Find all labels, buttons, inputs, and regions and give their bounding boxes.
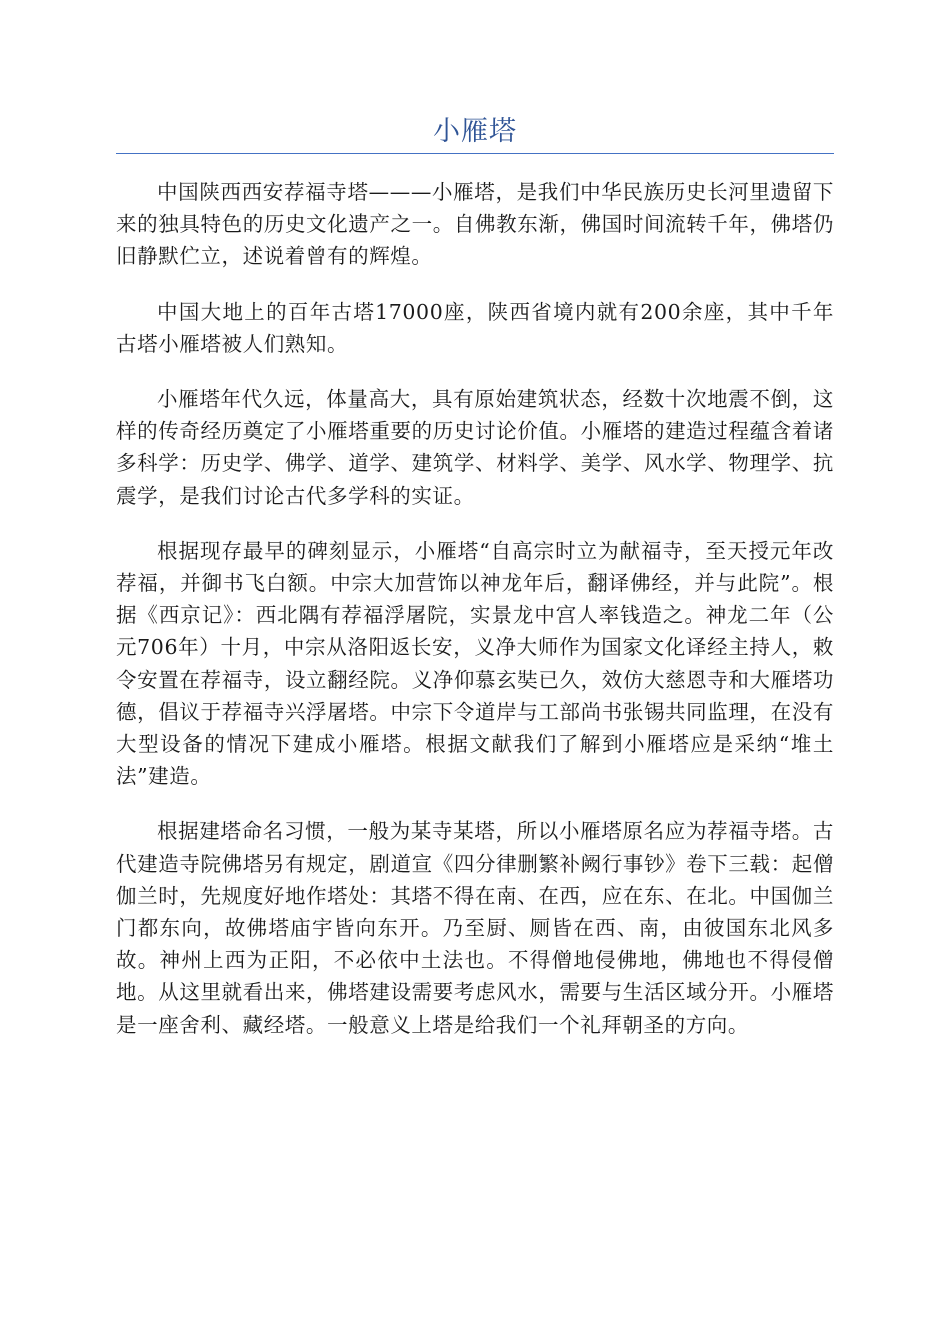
paragraph-1: 中国陕西西安荐福寺塔———小雁塔，是我们中华民族历史长河里遗留下来的独具特色的历史文化遗产之一。自佛教东渐，佛国时间流转千年，佛塔仍旧静默伫立，述说着曾有的辉煌。 — [116, 180, 834, 269]
page-title: 小雁塔 — [433, 116, 517, 147]
paragraph-2: 中国大地上的百年古塔17000座，陕西省境内就有200余座，其中千年古塔小雁塔被人们熟知。 — [116, 299, 834, 356]
title-underline — [116, 153, 834, 154]
paragraph-5: 根据建塔命名习惯，一般为某寺某塔，所以小雁塔原名应为荐福寺塔。古代建造寺院佛塔另有规定，剧道宣《四分律删繁补阙行事钞》卷下三载：起僧伽兰时，先规度好地作塔处：其塔不得在南、在西，应在东、在北。中国伽兰门都东向，故佛塔庙宇皆向东开。乃至厨、厕皆在西、南，由彼国东北风多故。神州上西为正阳，不必依中土法也。不得僧地侵佛地，佛地也不得侵僧地。从这里就看出来，佛塔建设需要考虑风水，需要与生活区域分开。小雁塔是一座舍利、藏经塔。一般意义上塔是给我们一个礼拜朝圣的方向。 — [116, 819, 834, 1037]
paragraph-3: 小雁塔年代久远，体量高大，具有原始建筑状态，经数十次地震不倒，这样的传奇经历奠定了小雁塔重要的历史讨论价值。小雁塔的建造过程蕴含着诸多科学：历史学、佛学、道学、建筑学、材料学、美学、风水学、物理学、抗震学，是我们讨论古代多学科的实证。 — [116, 387, 834, 508]
paragraph-4: 根据现存最早的碑刻显示，小雁塔“自高宗时立为献福寺，至天授元年改荐福，并御书飞白额。中宗大加营饰以神龙年后，翻译佛经，并与此院”。根据《西京记》：西北隅有荐福浮屠院，实景龙中宫人率钱造之。神龙二年（公元706年）十月，中宗从洛阳返长安，义净大师作为国家文化译经主持人，敕令安置在荐福寺，设立翻经院。义净仰慕玄奘已久，效仿大慈恩寺和大雁塔功德，倡议于荐福寺兴浮屠塔。中宗下令道岸与工部尚书张锡共同监理，在没有大型设备的情况下建成小雁塔。根据文献我们了解到小雁塔应是采纳“堆土法”建造。 — [116, 538, 834, 789]
article-body — [116, 176, 834, 1064]
